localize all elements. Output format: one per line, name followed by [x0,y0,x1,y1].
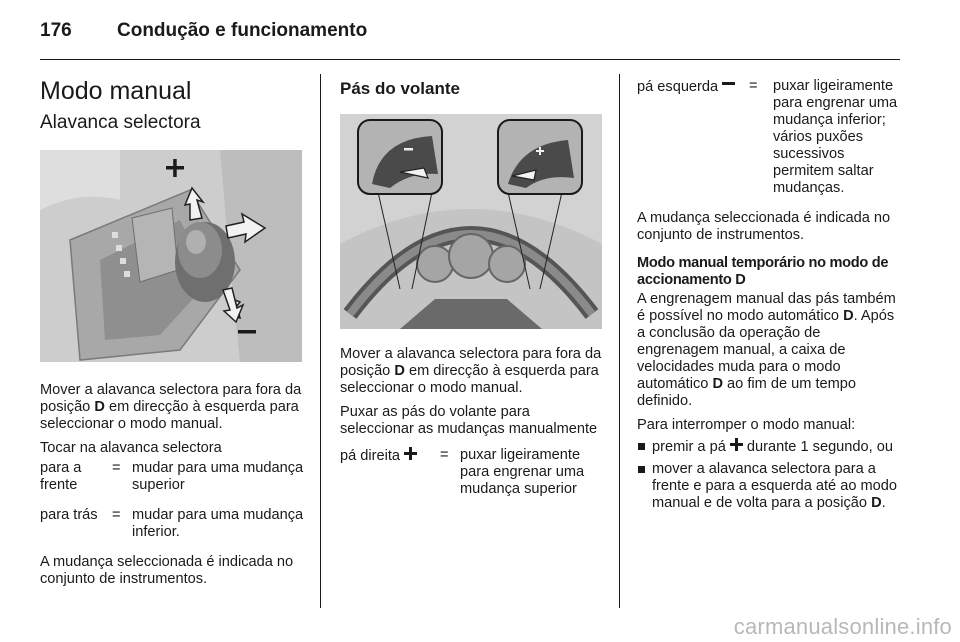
column-1 [40,76,304,588]
definition-equals: = [749,78,758,94]
column-divider [619,74,620,608]
header-rule [40,59,900,60]
definition-value: mudar para uma mudança superior [132,460,304,493]
paragraph-text: em direcção à esquerda para seleccionar o modo manual. [40,399,299,432]
definition-forward [40,460,304,494]
heading-manual-mode: Modo manual [40,77,192,105]
definition-right-paddle [340,447,602,498]
definition-term: pá esquerda [637,78,749,197]
paragraph-text: Mover a alavanca selectora para fora da posição [340,346,602,379]
heading-steering-paddles: Pás do volante [340,79,460,98]
bullet-square-icon [638,443,645,450]
gear-position-d: D [94,399,105,415]
paragraph-tap-lever: Tocar na alavanca selectora [40,440,222,456]
definition-equals: = [112,507,121,523]
definition-term: para a frente [40,460,82,493]
definition-equals: = [112,460,121,476]
definition-value: puxar ligeiramente para engrenar uma mudança superior [460,447,585,497]
definition-equals: = [440,447,449,463]
plus-icon [404,447,417,460]
paragraph-text: Mover a alavanca selectora para fora da posição [40,382,302,415]
paragraph-interrupt-manual: Para interromper o modo manual: [637,417,856,433]
selector-lever-illustration [40,150,302,362]
definition-term: pá direita [340,447,440,498]
page-header [40,18,900,62]
gear-position-d: D [843,308,854,324]
list-item: mover a alavanca selectora para a frente e para a esquerda até ao modo manual e de volta para a posição D. [637,461,901,512]
bullet-list [637,438,901,512]
watermark: carmanualsonline.info [733,614,952,639]
definition-value: mudar para uma mudança inferior. [132,507,304,540]
column-divider [320,74,321,608]
paragraph-text: ao fim de um tempo definido. [637,376,857,409]
bullet-square-icon [638,466,645,473]
list-item: premir a pá durante 1 segundo, ou [637,438,901,456]
definition-backward [40,507,304,541]
paragraph-gear-indicated: A mudança seleccionada é indicada no conjunto de instrumentos. [637,210,891,243]
plus-icon [730,438,743,451]
column-2 [340,76,602,498]
page-number: 176 [40,20,72,41]
minus-icon [722,78,735,91]
subheading-selector-lever: Alavanca selectora [40,112,201,133]
definition-value: puxar ligeiramente para engrenar uma mudança inferior; vários puxões sucessivos permitem saltar mudanças. [773,78,898,196]
steering-paddles-illustration [340,114,602,329]
minus-icon [238,330,256,334]
definition-term: para trás [40,507,98,523]
paragraph-pull-paddles: Puxar as pás do volante para seleccionar as mudanças manualmente [340,404,598,437]
paragraph-text: . Após a conclusão da operação de engrenagem manual, a caixa de velocidades muda para o modo automático [637,308,895,392]
gear-position-d: D [712,376,723,392]
gear-position-d: D [871,495,882,511]
definition-left-paddle [637,78,901,197]
heading-temporary-manual-mode: Modo manual temporário no modo de accionamento D [637,255,889,288]
column-3 [637,76,901,512]
paragraph-text: A engrenagem manual das pás também é possível no modo automático [637,291,896,324]
gear-position-d: D [394,363,405,379]
section-title: Condução e funcionamento [117,20,368,41]
paragraph-gear-indicated: A mudança seleccionada é indicada no conjunto de instrumentos. [40,554,294,587]
paragraph-text: em direcção à esquerda para seleccionar o modo manual. [340,363,599,396]
